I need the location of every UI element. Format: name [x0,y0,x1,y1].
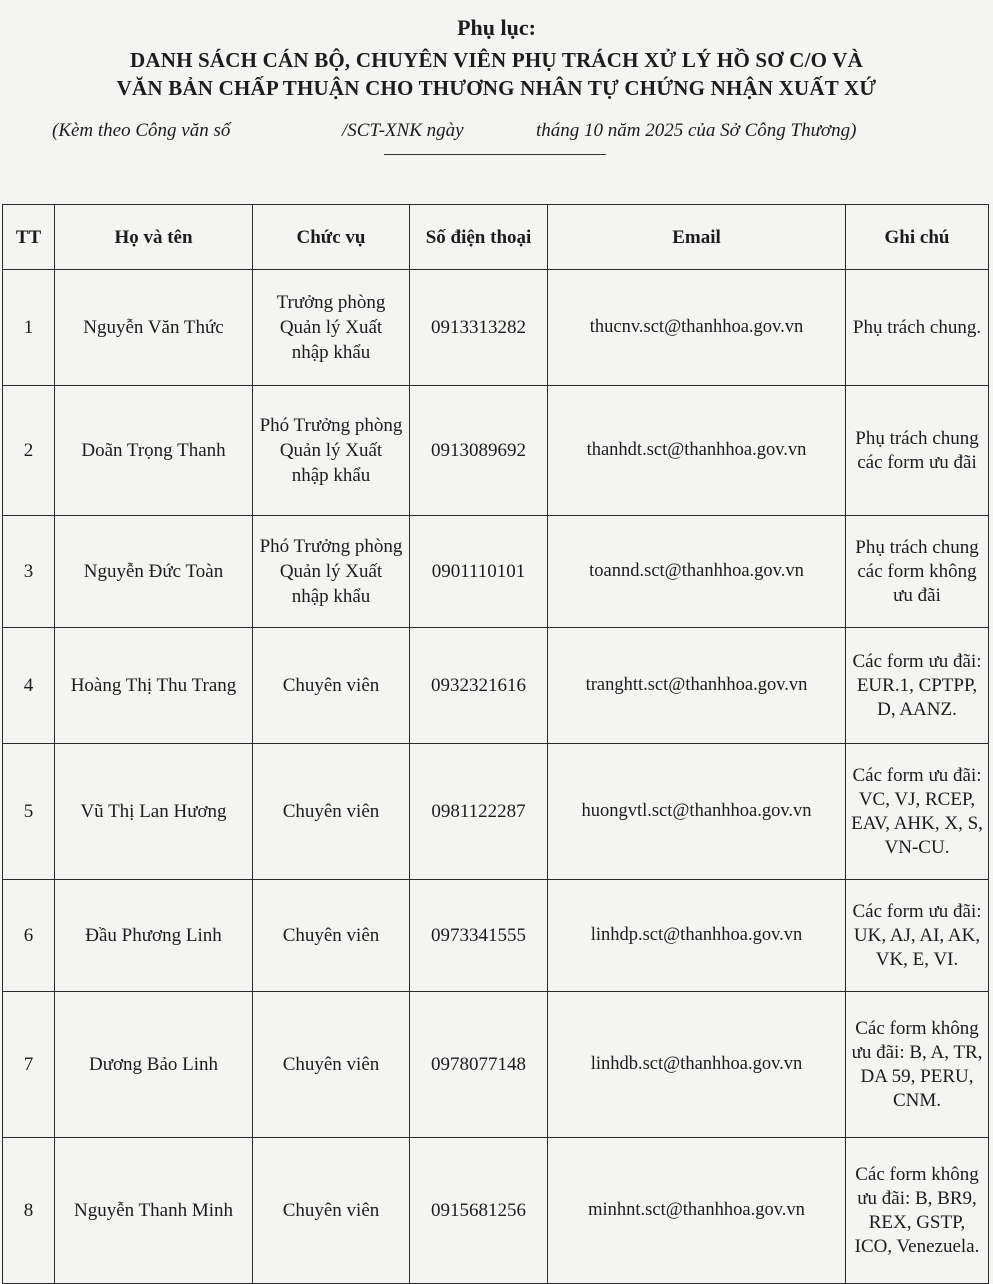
row-position: Phó Trưởng phòng Quản lý Xuất nhập khẩu [253,516,410,628]
row-note: Các form không ưu đãi: B, BR9, REX, GSTP, ICO, Venezuela. [846,1138,989,1284]
row-name: Doãn Trọng Thanh [55,386,253,516]
row-phone: 0981122287 [410,744,548,880]
row-position: Chuyên viên [253,992,410,1138]
row-email: thanhdt.sct@thanhhoa.gov.vn [548,386,846,516]
row-tt: 7 [3,992,55,1138]
row-note: Phụ trách chung. [846,270,989,386]
row-name: Hoàng Thị Thu Trang [55,628,253,744]
row-note: Phụ trách chung các form ưu đãi [846,386,989,516]
row-tt: 1 [3,270,55,386]
row-position: Chuyên viên [253,744,410,880]
table-row [3,880,989,992]
row-position: Phó Trưởng phòng Quản lý Xuất nhập khẩu [253,386,410,516]
subtitle-dispatch-ref: (Kèm theo Công văn số [52,120,231,141]
row-name: Đầu Phương Linh [55,880,253,992]
row-tt: 3 [3,516,55,628]
row-tt: 6 [3,880,55,992]
document-title-line-1: DANH SÁCH CÁN BỘ, CHUYÊN VIÊN PHỤ TRÁCH XỬ LÝ HỒ SƠ C/O VÀ [129,48,864,72]
header-name: Họ và tên [55,205,253,270]
row-tt: 2 [3,386,55,516]
row-position: Chuyên viên [253,628,410,744]
row-tt: 4 [3,628,55,744]
row-phone: 0913313282 [410,270,548,386]
row-note: Các form ưu đãi: VC, VJ, RCEP, EAV, AHK, X, S, VN-CU. [846,744,989,880]
table-header-row [3,205,989,270]
row-email: toannd.sct@thanhhoa.gov.vn [548,516,846,628]
table-row [3,270,989,386]
subtitle-date-issuer: tháng 10 năm 2025 của Sở Công Thương) [536,120,857,141]
row-name: Vũ Thị Lan Hương [55,744,253,880]
row-position: Trưởng phòng Quản lý Xuất nhập khẩu [253,270,410,386]
row-position: Chuyên viên [253,880,410,992]
header-phone: Số điện thoại [410,205,548,270]
header-tt: TT [3,205,55,270]
row-note: Các form ưu đãi: EUR.1, CPTPP, D, AANZ. [846,628,989,744]
row-name: Dương Bảo Linh [55,992,253,1138]
subtitle-dispatch-number: /SCT-XNK ngày [342,120,464,141]
table-row [3,628,989,744]
table-row [3,744,989,880]
row-position: Chuyên viên [253,1138,410,1284]
document-heading [0,14,993,102]
row-tt: 8 [3,1138,55,1284]
row-phone: 0932321616 [410,628,548,744]
row-phone: 0978077148 [410,992,548,1138]
staff-table [2,204,989,1284]
row-email: huongvtl.sct@thanhhoa.gov.vn [548,744,846,880]
row-email: tranghtt.sct@thanhhoa.gov.vn [548,628,846,744]
row-phone: 0913089692 [410,386,548,516]
row-note: Các form ưu đãi: UK, AJ, AI, AK, VK, E, VI. [846,880,989,992]
table-row [3,1138,989,1284]
appendix-label: Phụ lục: [457,15,536,40]
row-email: linhdp.sct@thanhhoa.gov.vn [548,880,846,992]
header-position: Chức vụ [253,205,410,270]
header-note: Ghi chú [846,205,989,270]
row-email: minhnt.sct@thanhhoa.gov.vn [548,1138,846,1284]
row-note: Các form không ưu đãi: B, A, TR, DA 59, PERU, CNM. [846,992,989,1138]
table-row [3,992,989,1138]
row-name: Nguyễn Thanh Minh [55,1138,253,1284]
document-title-line-2: VĂN BẢN CHẤP THUẬN CHO THƯƠNG NHÂN TỰ CHỨNG NHẬN XUẤT XỨ [116,76,877,100]
title-underline [384,154,606,155]
header-email: Email [548,205,846,270]
document-subtitle [52,118,952,144]
table-row [3,516,989,628]
row-name: Nguyễn Văn Thức [55,270,253,386]
row-phone: 0915681256 [410,1138,548,1284]
row-name: Nguyễn Đức Toàn [55,516,253,628]
row-tt: 5 [3,744,55,880]
row-phone: 0901110101 [410,516,548,628]
row-email: thucnv.sct@thanhhoa.gov.vn [548,270,846,386]
table-row [3,386,989,516]
row-email: linhdb.sct@thanhhoa.gov.vn [548,992,846,1138]
row-note: Phụ trách chung các form không ưu đãi [846,516,989,628]
row-phone: 0973341555 [410,880,548,992]
